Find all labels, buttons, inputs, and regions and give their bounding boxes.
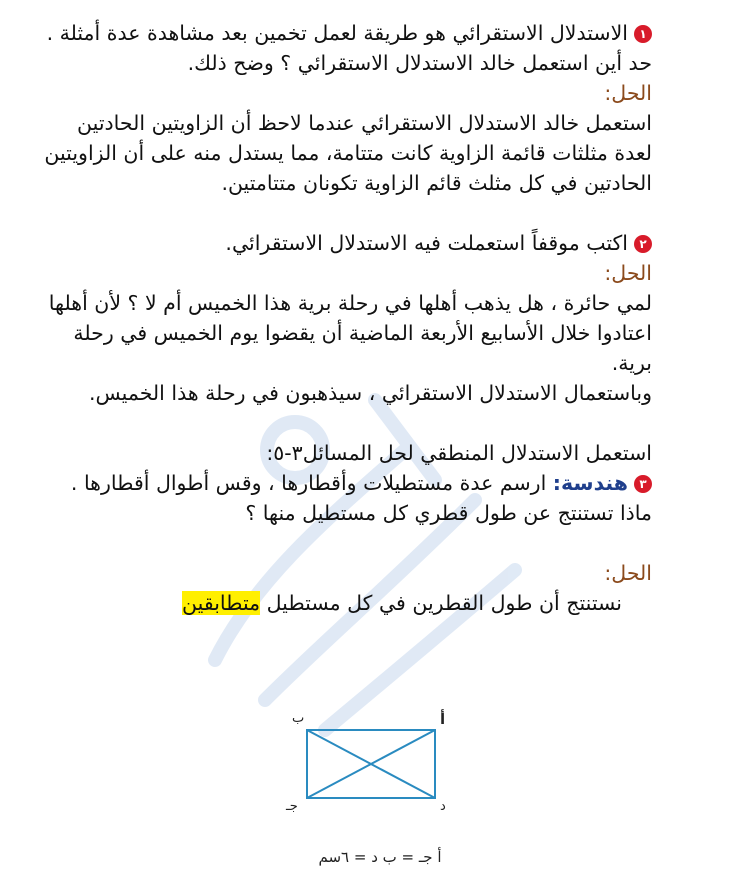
geometry-keyword: هندسة bbox=[560, 471, 628, 495]
question-number-3: ٣ bbox=[634, 475, 652, 493]
vertex-label-d: د bbox=[440, 799, 446, 814]
solution-3-text bbox=[40, 588, 652, 618]
highlighted-word: متطابقين bbox=[182, 591, 261, 615]
solution-2-text-part1: لمي حائرة ، هل يذهب أهلها في رحلة برية هذا الخميس أم لا ؟ لأن أهلها اعتادوا خلال الأسابيع الأربعة الماضية أن يقضوا يوم الخميس في رحلة برية. bbox=[48, 291, 652, 375]
question-2-text: اكتب موقفاً استعملت فيه الاستدلال الاستقرائي. bbox=[225, 231, 628, 255]
solution-label-3: الحل: bbox=[604, 561, 652, 585]
question-number-2: ٢ bbox=[634, 235, 652, 253]
solution-2-text-part2: وباستعمال الاستدلال الاستقرائي ، سيذهبون في رحلة هذا الخميس. bbox=[89, 381, 652, 405]
document-content bbox=[40, 18, 652, 618]
question-1-text: الاستدلال الاستقرائي هو طريقة لعمل تخمين بعد مشاهدة عدة أمثلة . حد أين استعمل خالد الاستدلال الاستقرائي ؟ وضح ذلك. bbox=[46, 21, 652, 75]
question-3 bbox=[40, 468, 652, 528]
solution-label-2: الحل: bbox=[604, 261, 652, 285]
solution-label-1: الحل: bbox=[604, 81, 652, 105]
keyword-colon: : bbox=[552, 471, 561, 495]
vertex-label-c: جـ bbox=[286, 799, 298, 814]
question-3-text: ارسم عدة مستطيلات وأقطارها ، وقس أطوال أقطارها . ماذا تستنتج عن طول قطري كل مستطيل منها ؟ bbox=[70, 471, 652, 525]
instruction-text: استعمل الاستدلال المنطقي لحل المسائل٣-٥: bbox=[266, 441, 652, 465]
question-2 bbox=[40, 228, 652, 258]
solution-1-text: استعمل خالد الاستدلال الاستقرائي عندما لاحظ أن الزاويتين الحادتين لعدة مثلثات قائمة الزاوية كانت متتامة، مما يستدل منه على أن الزاويتين الحادتين في كل مثلث قائم الزاوية تكونان متتامتين. bbox=[44, 111, 652, 195]
vertex-label-b: ب bbox=[292, 711, 305, 726]
solution-3-prefix: نستنتج أن طول القطرين في كل مستطيل bbox=[260, 591, 622, 615]
question-1 bbox=[40, 18, 652, 78]
question-number-1: ١ bbox=[634, 25, 652, 43]
rectangle-diagram bbox=[280, 700, 470, 830]
vertex-label-a: أ bbox=[440, 710, 446, 728]
diagram-caption: أ جـ = ب د = ٦سم bbox=[318, 848, 442, 866]
